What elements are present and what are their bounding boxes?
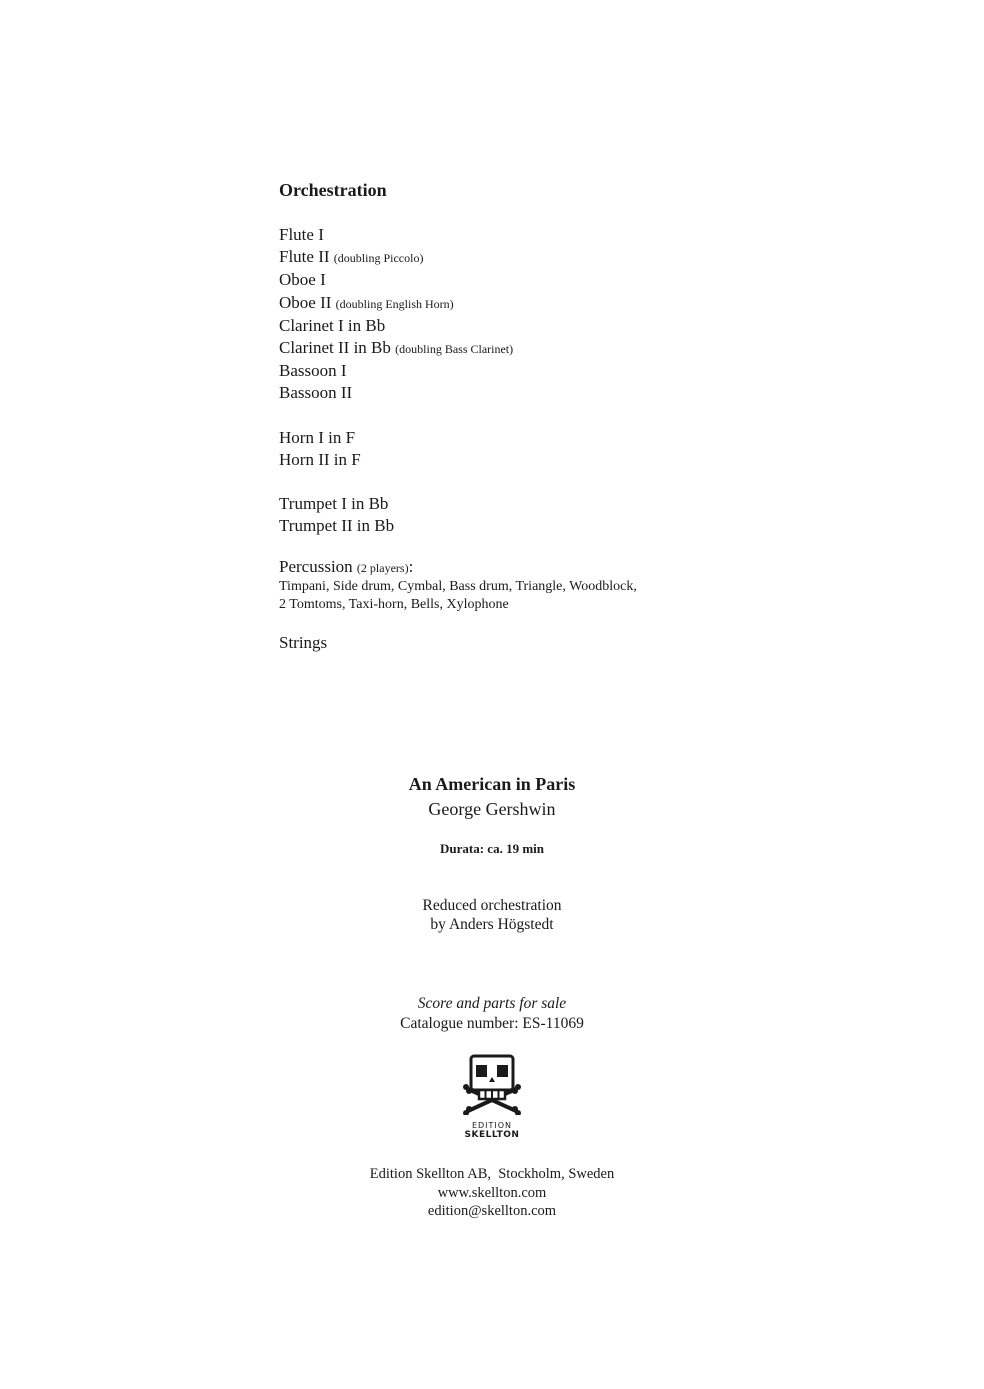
work-title: An American in Paris (408, 774, 576, 794)
publisher-address: Edition Skellton AB, Stockholm, Sweden (369, 1166, 615, 1182)
edition-skellton-logo (458, 1053, 526, 1140)
duration: Durata: ca. 19 min (440, 841, 544, 856)
sale-note: Score and parts for sale (417, 995, 567, 1012)
percussion-note: (2 players) (356, 561, 409, 576)
logo-edition-text: EDITION (471, 1121, 513, 1130)
instrument-line: Clarinet I in Bb (279, 315, 386, 335)
instrument-line: Horn II in F (279, 449, 361, 469)
percussion-group (279, 557, 799, 614)
percussion-list: Timpani, Side drum, Cymbal, Bass drum, Triangle, Woodblock, (279, 579, 637, 595)
skull-crossbones-icon (458, 1053, 526, 1115)
composer-name: George Gershwin (428, 799, 556, 819)
orchestration-section (279, 178, 799, 654)
trumpets-group (279, 493, 799, 537)
publisher-website: www.skellton.com (437, 1184, 547, 1201)
logo-skellton-text: SKELLTON (464, 1130, 520, 1140)
instrument-note: (doubling Bass Clarinet) (395, 342, 514, 357)
instrument-line: Oboe I (279, 270, 326, 290)
instrument-line: Horn I in F (279, 427, 356, 447)
arranger-credit: Reduced orchestration by Anders Högstedt (422, 897, 562, 933)
instrument-line: Bassoon II (279, 383, 353, 403)
instrument-note: (doubling English Horn) (335, 296, 454, 311)
instrument-line: Flute II (doubling Piccolo) (279, 247, 424, 267)
publisher-contact (0, 1165, 984, 1221)
publisher-email: edition@skellton.com (427, 1203, 557, 1219)
horns-group (279, 427, 799, 471)
instrument-line: Trumpet II in Bb (279, 516, 395, 536)
strings-line: Strings (279, 633, 328, 653)
instrument-line: Clarinet II in Bb (doubling Bass Clarinet) (279, 338, 514, 358)
percussion-list: 2 Tomtoms, Taxi-horn, Bells, Xylophone (279, 597, 509, 613)
instrument-note: (doubling Piccolo) (333, 251, 424, 266)
orchestration-heading: Orchestration (279, 180, 387, 200)
instrument-line: Trumpet I in Bb (279, 494, 389, 514)
instrument-line: Oboe II (doubling English Horn) (279, 292, 454, 312)
instrument-line: Bassoon I (279, 361, 347, 381)
instrument-line: Flute I (279, 225, 324, 244)
sale-info (0, 994, 984, 1034)
percussion-heading: Percussion (2 players): (279, 557, 414, 577)
woodwinds-group (279, 224, 799, 405)
catalogue-number: Catalogue number: ES-11069 (400, 1015, 584, 1032)
